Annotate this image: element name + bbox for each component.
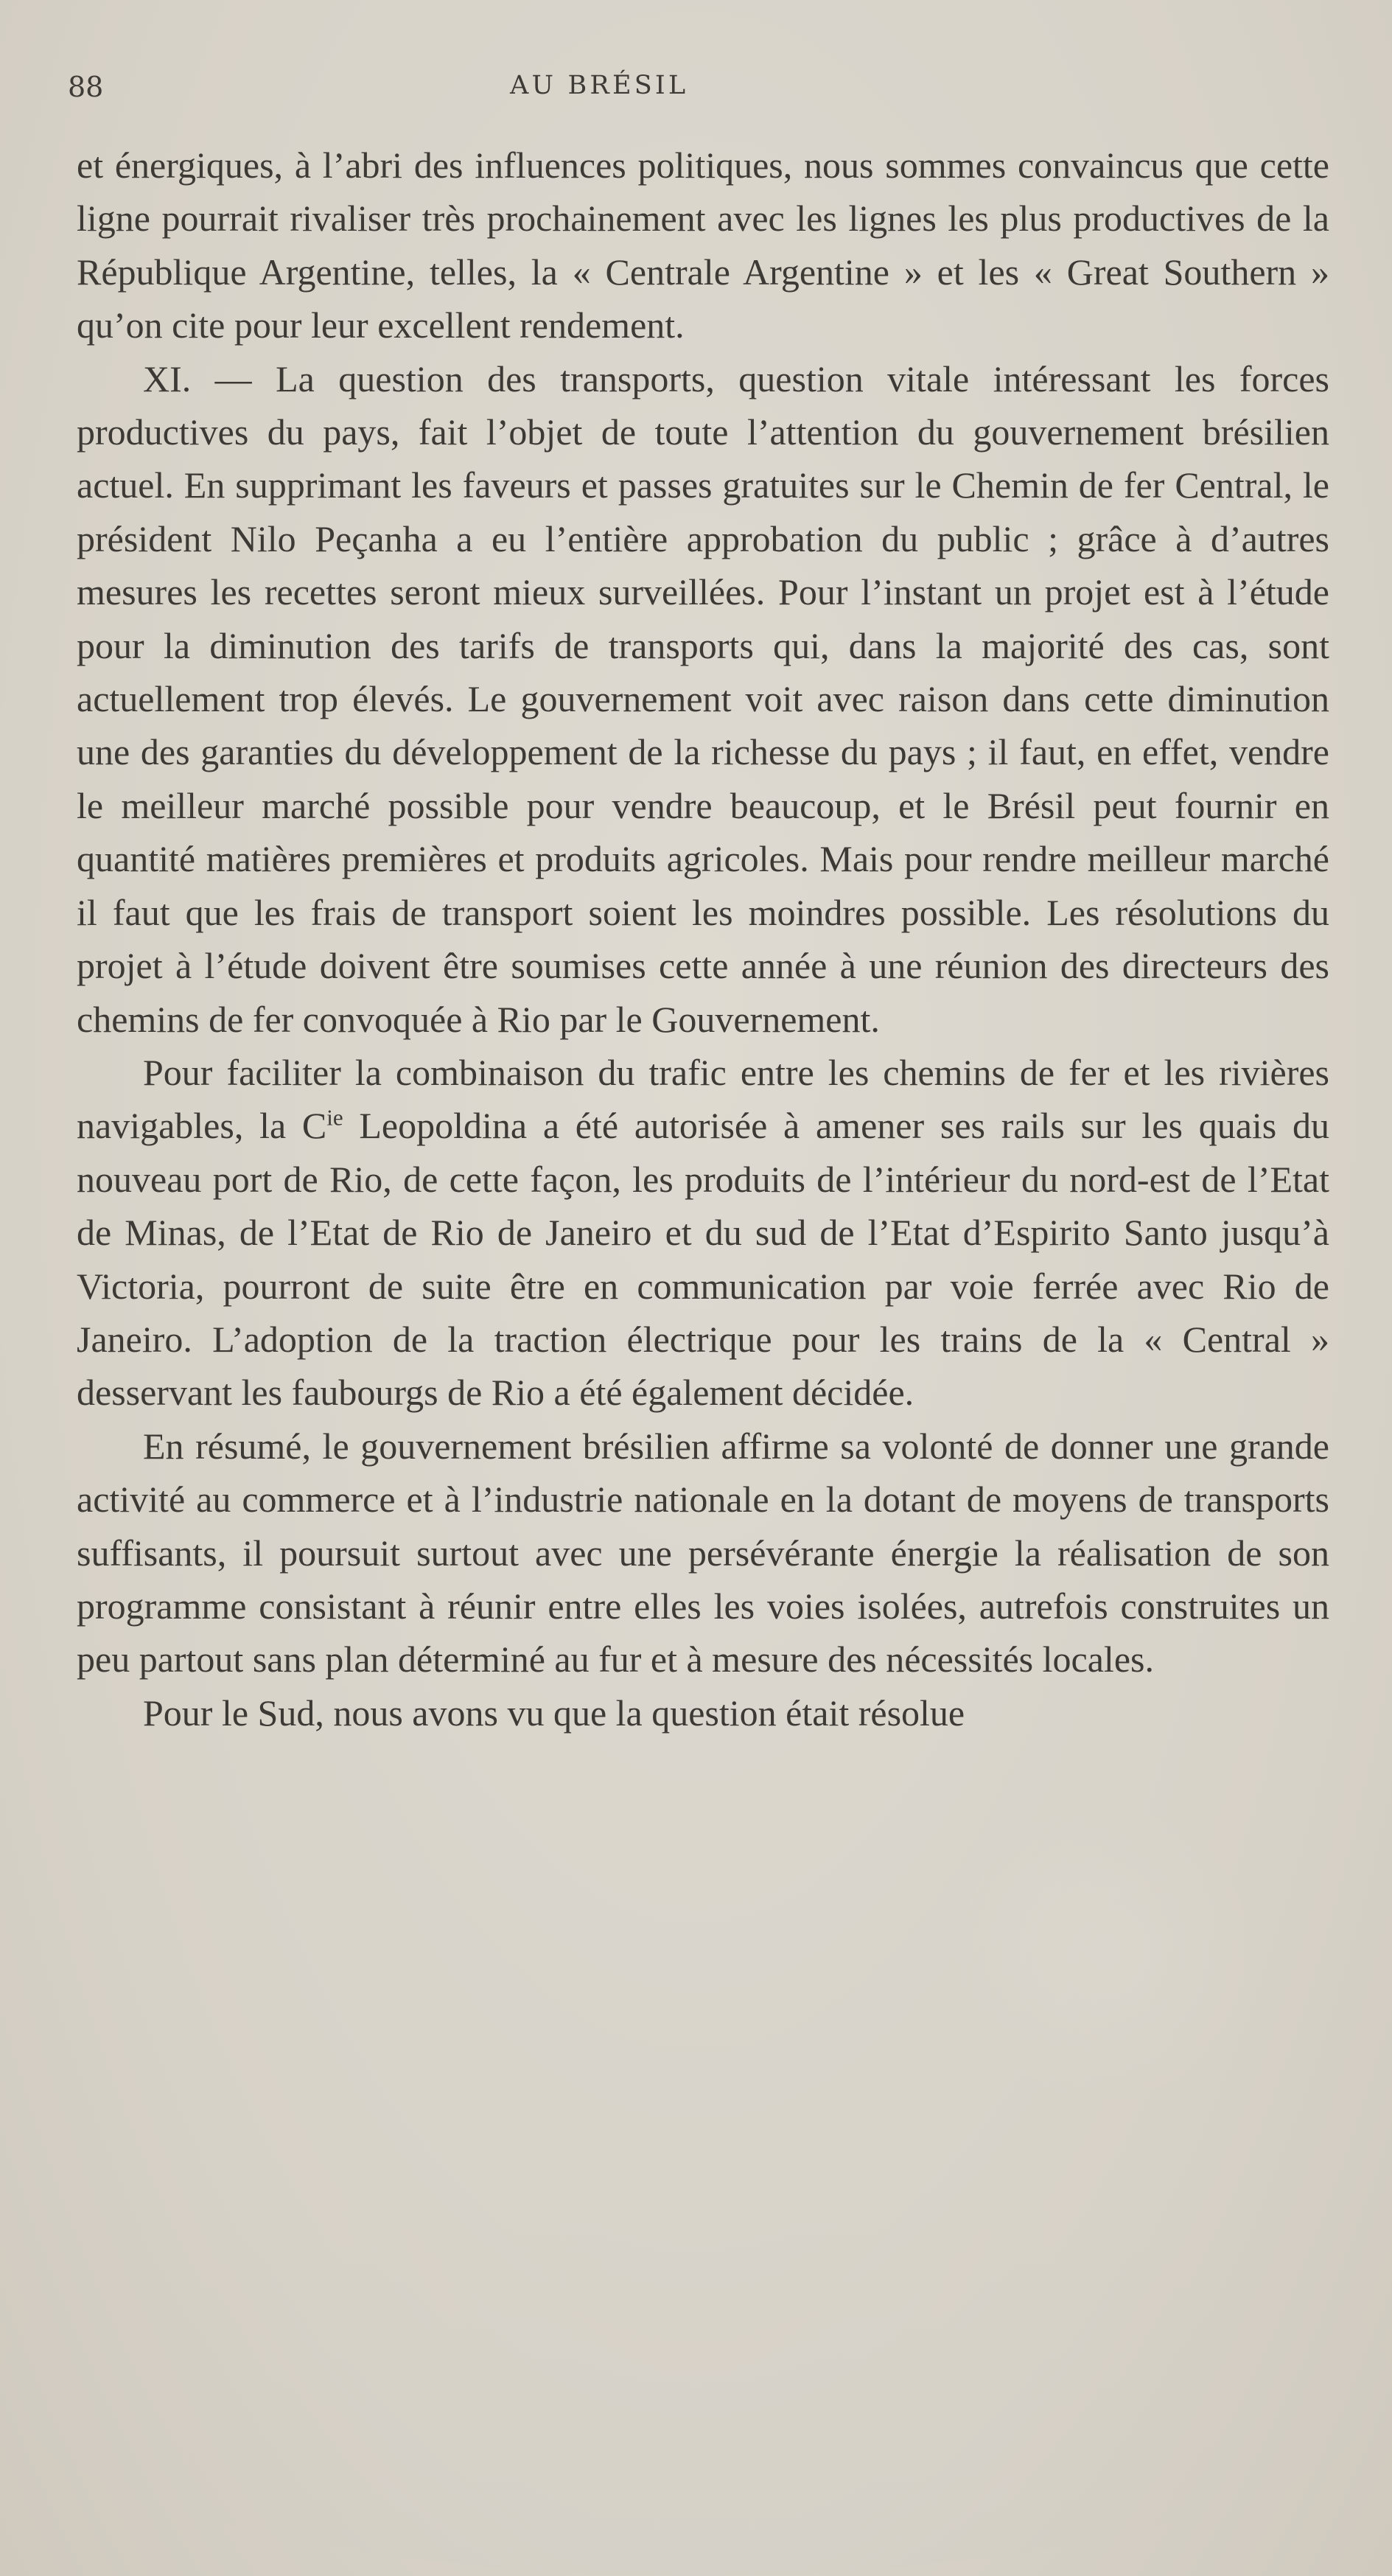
paragraph-south: Pour le Sud, nous avons vu que la question était résolue xyxy=(143,1692,965,1734)
paragraph-leopoldina xyxy=(77,1046,1329,1420)
paper-shadow xyxy=(0,2182,1392,2576)
paragraph-summary: En résumé, le gouvernement brésilien affirme sa volonté de donner une grande activité au commerce et à l’industrie nationale en la dotant de moyens de transports suffisants, il poursuit surtout avec une persévérante énergie la réalisation de son programme consistant à réunir entre elles les voies isolées, autrefois construites un peu partout sans plan déterminé au fur et à mesure des nécessités locales. xyxy=(77,1425,1329,1680)
paragraph-leopoldina-start: Pour faciliter la combinaison du trafic entre les chemins de fer et les rivières navigables, la C xyxy=(77,1051,1329,1147)
body-text xyxy=(77,139,1329,1739)
paragraph-section-xi: XI. — La question des transports, question vitale intéressant les forces productives du pays, fait l’objet de toute l’attention du gouvernement brésilien actuel. En supprimant les faveurs et passes gratuites sur le Chemin de fer Central, le président Nilo Peçanha a eu l’entière approbation du public ; grâce à d’autres mesures les recettes seront mieux surveillées. Pour l’instant un projet est à l’étude pour la diminution des tarifs de transports qui, dans la majorité des cas, sont actuellement trop élevés. Le gouvernement voit avec raison dans cette diminution une des garanties du développement de la richesse du pays ; il faut, en effet, vendre le meilleur marché possible pour vendre beaucoup, et le Brésil peut fournir en quantité matières premières et produits agricoles. Mais pour rendre meilleur marché il faut que les frais de transport soient les moindres possible. Les résolutions du projet à l’étude doivent être soumises cette année à une réunion des directeurs des chemins de fer convoquée à Rio par le Gouvernement. xyxy=(77,357,1329,1040)
running-head: AU BRÉSIL xyxy=(510,71,689,100)
paragraph-continuation: et énergiques, à l’abri des influences politiques, nous sommes convaincus que cette ligne pourrait rivaliser très prochainement avec les lignes les plus productives de la République Argentine, telles, la « Centrale Argentine » et les « Great Southern » qu’on cite pour leur excellent rendement. xyxy=(77,144,1329,346)
page-number: 88 xyxy=(68,71,104,103)
paper-stain xyxy=(951,1798,1260,2108)
company-abbrev-superscript: ie xyxy=(326,1104,343,1131)
page-header xyxy=(68,71,1324,115)
paragraph-leopoldina-end: Leopoldina a été autorisée à amener ses rails sur les quais du nouveau port de Rio, de cette façon, les produits de l’intérieur du nord-est de l’Etat de Minas, de l’Etat de Rio de Janeiro et du sud de l’Etat d’Espirito Santo jusqu’à Victoria, pourront de suite être en communication par voie ferrée avec Rio de Janeiro. L’adoption de la traction électrique pour les trains de la « Central » desservant les faubourgs de Rio a été également décidée. xyxy=(77,1105,1329,1414)
